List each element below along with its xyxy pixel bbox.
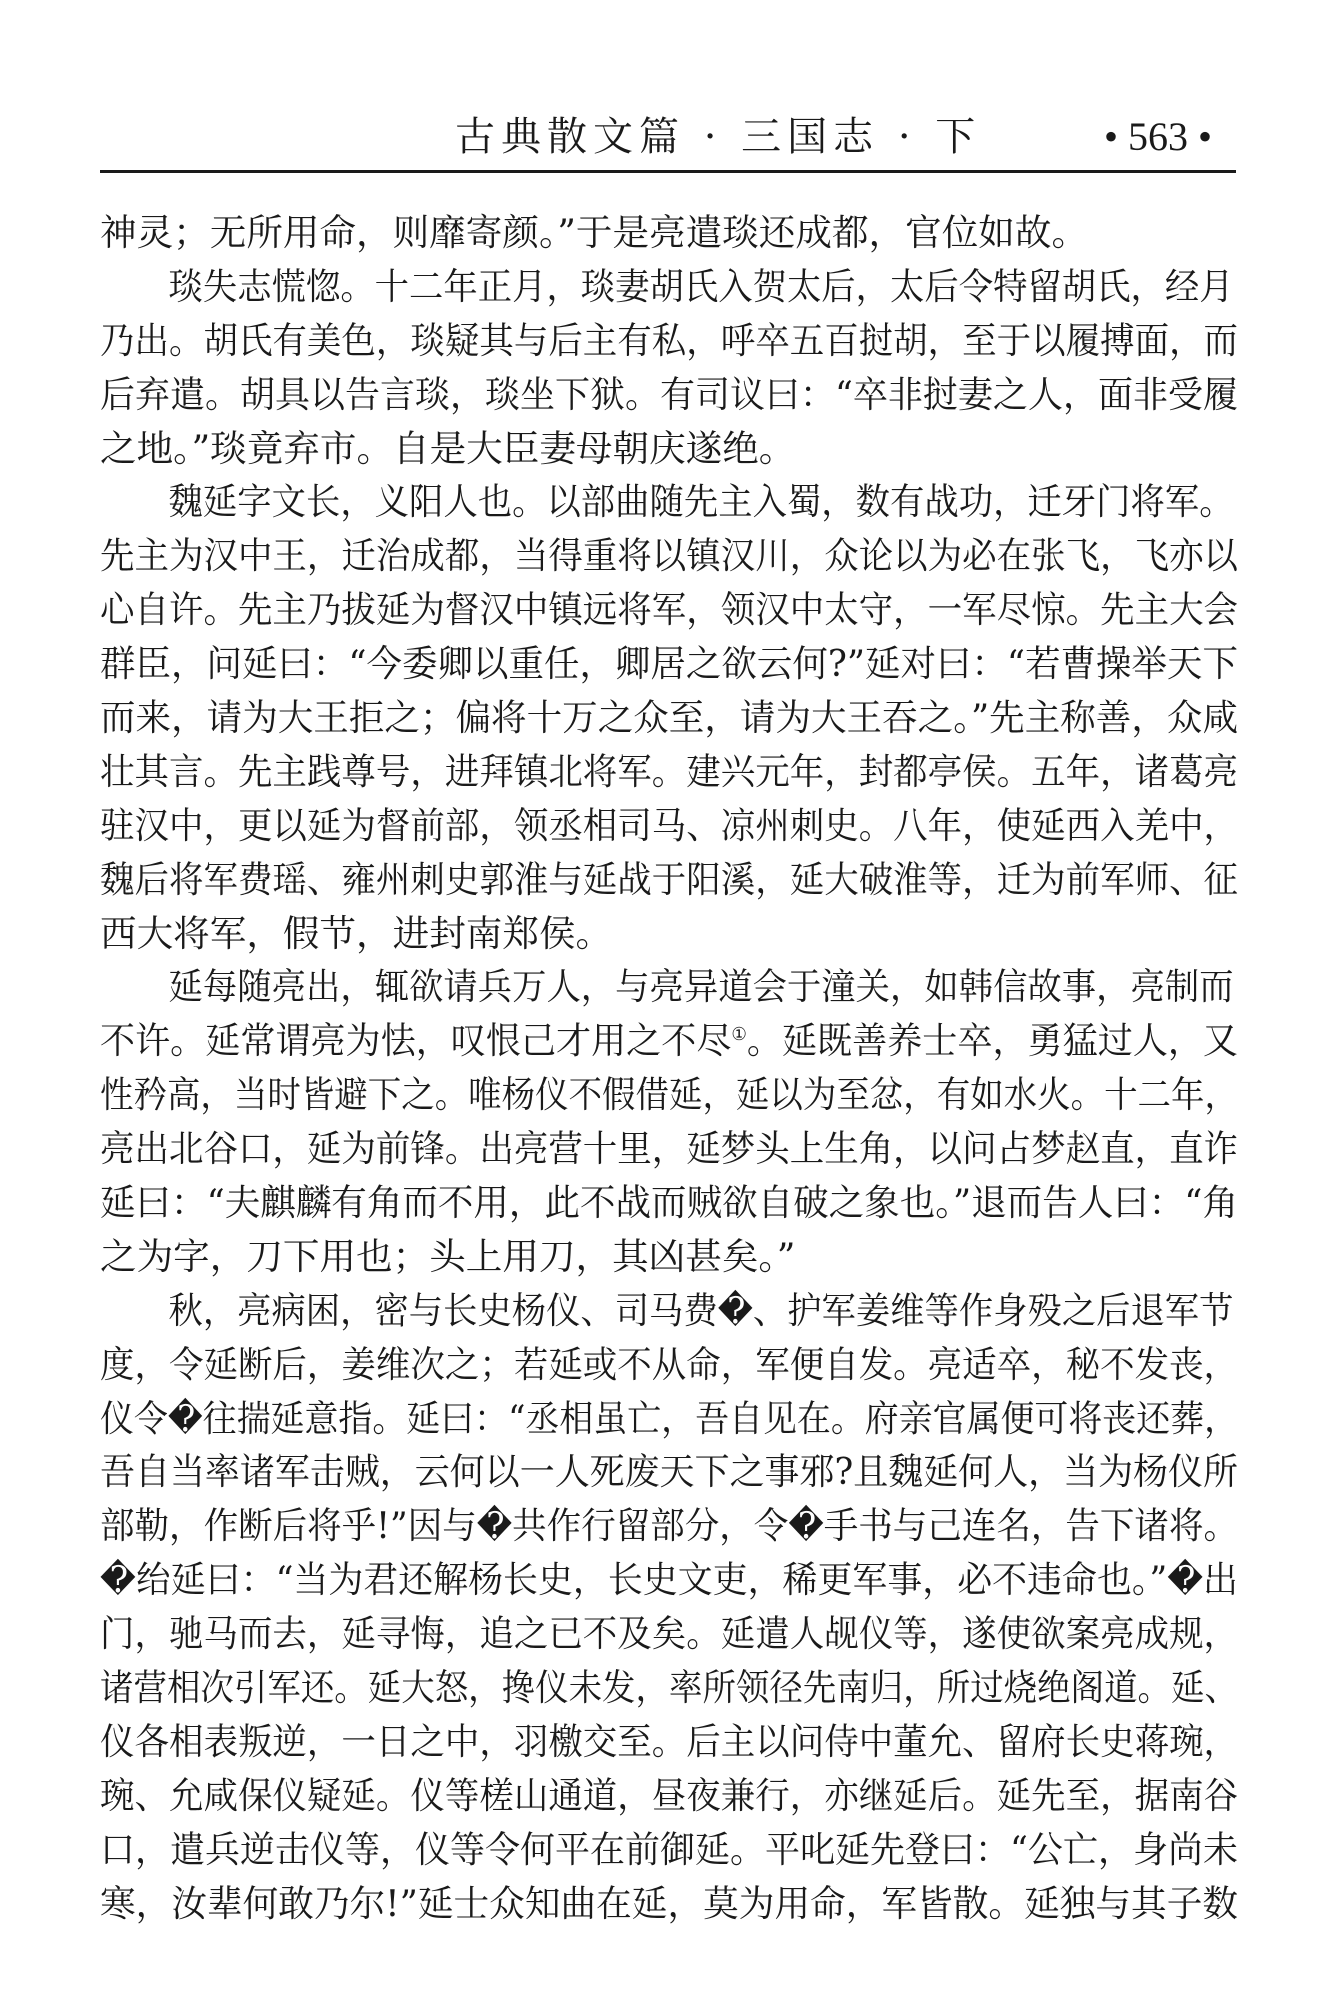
text-line — [100, 1338, 1239, 1392]
text-line — [100, 1068, 1238, 1122]
text-line — [100, 422, 1238, 476]
text-line — [100, 475, 1234, 529]
text-line — [100, 1823, 1238, 1877]
text-line — [100, 1877, 1239, 1931]
text-line — [100, 1715, 1239, 1769]
text-line — [100, 960, 1234, 1014]
text-line — [100, 637, 1238, 691]
text-line-content: 先主为汉中王，迁治成都，当得重将以镇汉川，众论以为必在张飞，飞亦以 — [100, 534, 1239, 578]
footnote-marker[interactable]: ① — [731, 1024, 747, 1046]
text-line-content: 仪令�往揣延意指。延曰：“丞相虽亡，吾自见在。府亲官属便可将丧还葬， — [100, 1396, 1239, 1440]
text-line-content: 不许。延常谓亮为怯，叹恨己才用之不尽 — [100, 1019, 732, 1063]
text-line-content: 群臣，问延曰：“今委卿以重任，卿居之欲云何?”延对曰：“若曹操举天下 — [100, 642, 1238, 686]
text-line-content: 而来，请为大王拒之；偏将十万之众至，请为大王吞之。”先主称善，众咸 — [100, 696, 1239, 740]
text-line-content: �绐延曰：“当为君还解杨长史，长史文吏，稀更军事，必不违命也。”�出 — [100, 1558, 1238, 1602]
text-line-content: 诸营相次引军还。延大怒，搀仪未发，率所领径先南归，所过烧绝阁道。延、 — [100, 1666, 1238, 1710]
text-line — [100, 368, 1238, 422]
text-line-content: 度，令延断后，姜维次之；若延或不从命，军便自发。亮适卒，秘不发丧， — [100, 1342, 1239, 1386]
text-line-content: 心自许。先主乃拔延为督汉中镇远将军，领汉中太守，一军尽惊。先主大会 — [100, 588, 1239, 632]
text-line-content: 吾自当率诸军击贼，云何以一人死废天下之事邪?且魏延何人，当为杨仪所 — [100, 1450, 1238, 1494]
text-line — [100, 1553, 1238, 1607]
text-line-content: 之地。”琰竟弃市。自是大臣妻母朝庆遂绝。 — [100, 426, 796, 470]
text-line — [100, 1284, 1234, 1338]
text-line-content: 性矜高，当时皆避下之。唯杨仪不假借延，延以为至忿，有如水火。十二年， — [100, 1073, 1238, 1117]
text-line — [100, 691, 1239, 745]
text-line-content: 仪各相表叛逆，一日之中，羽檄交至。后主以问侍中董允、留府长史蒋琬， — [100, 1719, 1239, 1763]
text-line-content: 部勒，作断后将乎!”因与�共作行留部分，令�手书与己连名，告下诸将。 — [100, 1504, 1239, 1548]
text-line-content: 秋，亮病困，密与长史杨仪、司马费�、护军姜维等作身殁之后退军节 — [168, 1288, 1234, 1332]
text-line-content: 魏后将军费瑶、雍州刺史郭淮与延战于阳溪，延大破淮等，迁为前军师、征 — [100, 857, 1239, 901]
text-line-content: 延每随亮出，辄欲请兵万人，与亮异道会于潼关，如韩信故事，亮制而 — [168, 965, 1234, 1009]
text-line — [100, 1445, 1238, 1499]
text-line-content: 之为字，刀下用也；头上用刀，其凶甚矣。” — [100, 1234, 796, 1278]
text-line — [100, 1392, 1239, 1446]
running-header — [100, 112, 1236, 172]
text-line — [100, 907, 1238, 961]
text-line-content: 延曰：“夫麒麟有角而不用，此不战而贼欲自破之象也。”退而告人曰：“角 — [100, 1181, 1238, 1225]
text-line — [100, 799, 1239, 853]
text-line — [100, 529, 1239, 583]
text-line — [100, 853, 1239, 907]
text-line-content: 乃出。胡氏有美色，琰疑其与后主有私，呼卒五百挝胡，至于以履搏面，而 — [100, 318, 1239, 362]
text-line-content: 亮出北谷口，延为前锋。出亮营十里，延梦头上生角，以问占梦赵直，直诈 — [100, 1127, 1239, 1171]
text-line-content: 琰失志慌惚。十二年正月，琰妻胡氏入贺太后，太后令特留胡氏，经月 — [168, 264, 1234, 308]
text-line — [100, 1661, 1238, 1715]
text-line-content: 神灵；无所用命，则靡寄颜。”于是亮遣琰还成都，官位如故。 — [100, 211, 1089, 254]
text-line-content: 后弃遣。胡具以告言琰，琰坐下狱。有司议曰：“卒非挝妻之人，面非受履 — [100, 372, 1238, 416]
text-line-content: 琬、允咸保仪疑延。仪等槎山通道，昼夜兼行，亦继延后。延先至，据南谷 — [100, 1773, 1239, 1817]
text-line — [100, 1122, 1239, 1176]
header-rule — [100, 170, 1236, 173]
text-line-content: 西大将军，假节，进封南郑侯。 — [100, 911, 613, 955]
text-line — [100, 1607, 1239, 1661]
running-header-title: 古典散文篇 · 三国志 · 下 — [455, 114, 982, 160]
text-line-continuation: 。延既善养士卒，勇猛过人，又 — [746, 1019, 1239, 1063]
text-line — [100, 745, 1239, 799]
text-line — [100, 1769, 1239, 1823]
text-line-content: 寒，汝辈何敢乃尔!”延士众知曲在延，莫为用命，军皆散。延独与其子数 — [100, 1881, 1239, 1925]
text-line-content: 门，驰马而去，延寻悔，追之已不及矣。延遣人觇仪等，遂使欲案亮成规， — [100, 1612, 1239, 1656]
text-line — [100, 1176, 1238, 1230]
text-line-content: 驻汉中，更以延为督前部，领丞相司马、凉州刺史。八年，使延西入羌中， — [100, 803, 1239, 847]
body-text — [100, 206, 1238, 1931]
text-line — [100, 1230, 1238, 1284]
text-line — [100, 206, 1238, 260]
text-line-content: 魏延字文长，义阳人也。以部曲随先主入蜀，数有战功，迁牙门将军。 — [168, 480, 1234, 524]
page-number: • 563 • — [1103, 114, 1212, 159]
text-line — [100, 314, 1239, 368]
text-line — [100, 1499, 1239, 1553]
text-line-content: 壮其言。先主践尊号，进拜镇北将军。建兴元年，封都亭侯。五年，诸葛亮 — [100, 749, 1239, 793]
text-line — [100, 260, 1234, 314]
text-line — [100, 1014, 1239, 1068]
text-line-content: 口，遣兵逆击仪等，仪等令何平在前御延。平叱延先登曰：“公亡，身尚未 — [100, 1827, 1238, 1871]
text-line — [100, 583, 1239, 637]
